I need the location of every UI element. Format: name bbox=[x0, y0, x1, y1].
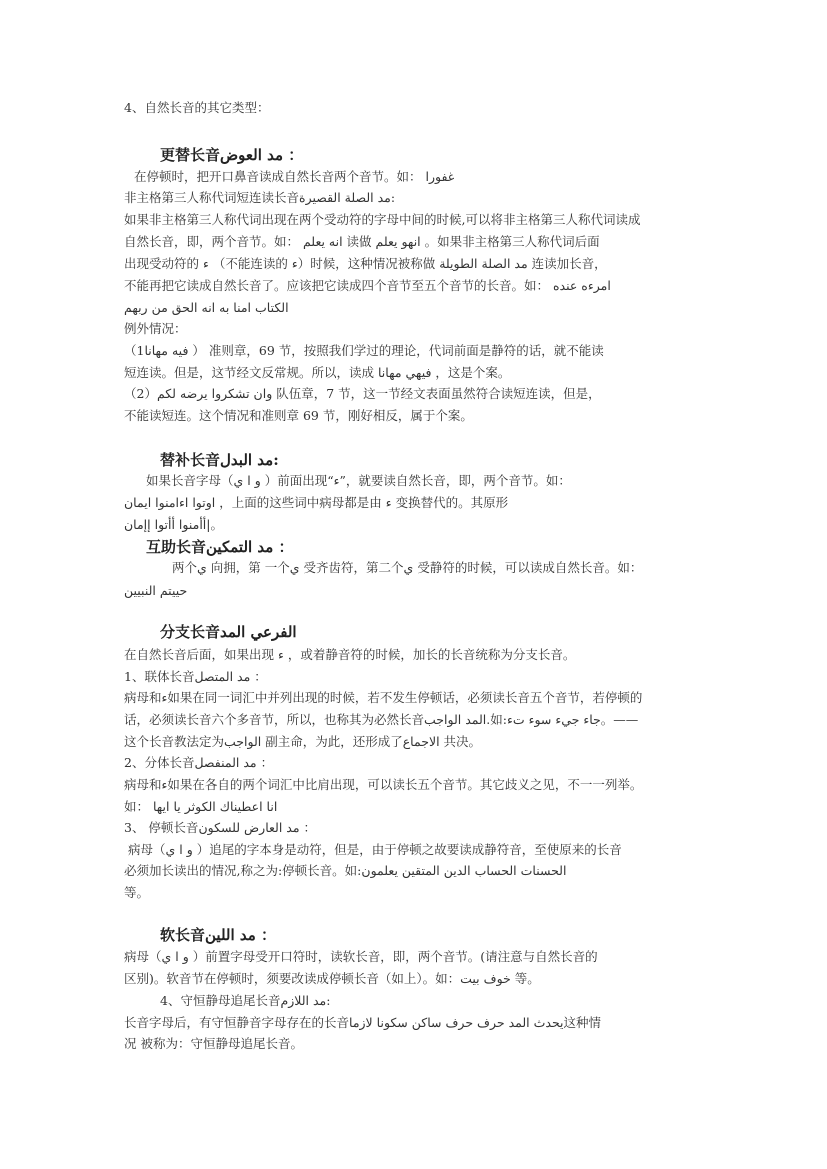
paragraph-line: 病母（و ا ي ）追尾的字本身是动符，但是，由于停顿之故要读成静符音，至使原来的长音 bbox=[128, 842, 622, 857]
paragraph-line: 如： انا اعطيناك الكوثر يا ايها bbox=[124, 799, 278, 814]
heading-branch-long-vowel: 分支长音الفرعي المد bbox=[160, 623, 297, 641]
paragraph-line: 等。 bbox=[124, 885, 150, 900]
subheading-pause: 3、 停顿长音مد العارض للسكون ： bbox=[124, 820, 317, 835]
paragraph-line: 况 被称为：守恒静母追尾长音。 bbox=[124, 1036, 303, 1051]
paragraph-line: 不能再把它读成自然长音了。应该把它读成四个音节至五个音节的长音。如： امرءه عنده bbox=[124, 278, 611, 293]
arabic-example-line: حييتم النبيين bbox=[124, 583, 188, 598]
paragraph-line: 病母（و ا ي ）前置字母受开口符时，读软长音，即，两个音节。(请注意与自然长音的 bbox=[124, 949, 598, 964]
heading-soft-long-vowel: 软长音مد اللين ： bbox=[160, 926, 277, 944]
subheading-connected: 1、联体长音مد المتصل ： bbox=[124, 669, 267, 684]
paragraph-line: （1فيه مهانا ） 准则章，69 节，按照我们学过的理论，代词前面是静符的话，就不能读 bbox=[124, 343, 604, 358]
paragraph-line: اوتوا اءامنوا ايمان ，上面的这些词中病母都是由 ء 变换替代的。其原形 bbox=[124, 495, 509, 510]
paragraph-line: 不能读短连。这个情况和准则章 69 节，刚好相反，属于个案。 bbox=[124, 408, 473, 423]
paragraph-line: 例外情况： bbox=[124, 321, 187, 336]
paragraph-line: 两个ي 向拥，第 一个ي 受齐齿符，第二个ي 受静符的时候，可以读成自然长音。如： bbox=[172, 560, 643, 575]
subheading-separated: 2、分体长音مد المنفصل ： bbox=[124, 755, 274, 770]
paragraph-line: 出现受动符的 ء （不能连读的 ء）时候，这种情况被称做 مد الصلة الطويلة 连读加长音， bbox=[124, 256, 607, 271]
paragraph-line: 短连读。但是，这节经文反常规。所以，读成 فيهي مهانا ，这是个案。 bbox=[124, 365, 511, 380]
arabic-example-line: أأمنوا أأتوا إإمان|。 bbox=[124, 517, 223, 532]
paragraph-line: 在停顿时，把开口鼻音读成自然长音两个音节。如： غفورا bbox=[134, 169, 455, 184]
heading-substitution-long-vowel: 更替长音مد العوض ： bbox=[160, 146, 304, 164]
paragraph-line: 在自然长音后面，如果出现 ء ，或着静音符的时候，加长的长音统称为分支长音。 bbox=[124, 647, 576, 662]
paragraph-line: （2）وان تشكروا يرضه لكم 队伍章，7 节，这一节经文表面虽然符合读短连读，但是， bbox=[124, 386, 601, 401]
paragraph-line: 话，必须读长音六个多音节，所以，也称其为必然长音المد الواجب.如:جاء جيء سوء تء。—— bbox=[124, 712, 639, 727]
paragraph-line: 必须加长读出的情况,称之为:停顿长音。如:الحسنات الحساب الدين المتقين يعلمون bbox=[124, 863, 567, 878]
arabic-example-line: الكتاب امنا به انه الحق من ربهم bbox=[124, 300, 289, 315]
paragraph-line: 如果长音字母（و ا ي ）前面出现“ء”，就要读自然长音，即，两个音节。如： bbox=[146, 473, 571, 488]
paragraph-line: 病母和ء如果在同一词汇中并列出现的时候，若不发生停顿话，必须读长音五个音节，若停顿的 bbox=[124, 690, 643, 705]
paragraph-line: 长音字母后，有守恒静音字母存在的长音يحدث المد حرف حرف ساكن سكونا لازما这种情 bbox=[124, 1015, 602, 1030]
heading-replacement-long-vowel: 替补长音مد البدل: bbox=[160, 451, 279, 469]
heading-assist-long-vowel: 互助长音مد التمكين ： bbox=[146, 538, 294, 556]
paragraph-line: 自然长音，即，两个音节。如： انه يعلم 读做 انهو يعلم 。如果非主格第三人称代词后面 bbox=[124, 234, 600, 249]
paragraph-line: 病母和ء如果在各自的两个词汇中比肩出现，可以读长五个音节。其它歧义之见，不一一列举。 bbox=[124, 777, 643, 792]
paragraph-line: 如果非主格第三人称代词出现在两个受动符的字母中间的时候,可以将非主格第三人称代词读成 bbox=[124, 212, 641, 227]
section-title: 4、自然长音的其它类型： bbox=[124, 100, 270, 115]
subheading-necessary: 4、守恒静母追尾长音مد اللازم: bbox=[160, 993, 331, 1008]
paragraph-line: 非主格第三人称代词短连读长音مد الصلة القصيرة: bbox=[124, 190, 396, 205]
paragraph-line: 这个长音教法定为الواجب 副主命，为此，还形成了الاجماع 共决。 bbox=[124, 734, 482, 749]
paragraph-line: 区别)。软音节在停顿时，须要改读成停顿长音（如上）。如：خوف بيت 等。 bbox=[124, 971, 540, 986]
